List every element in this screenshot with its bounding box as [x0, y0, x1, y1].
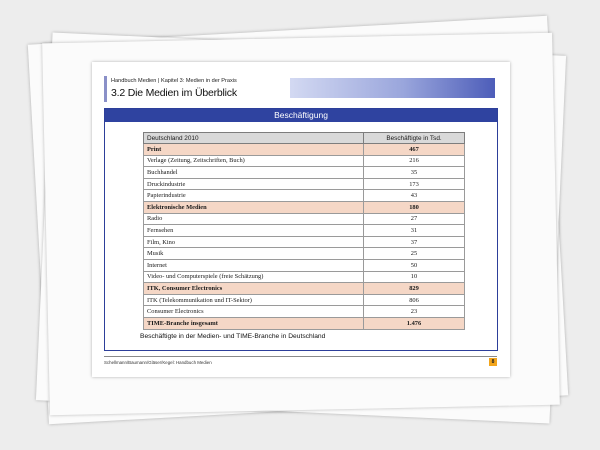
row-label: Papierindustrie: [144, 190, 364, 202]
row-label: Musik: [144, 248, 364, 260]
table-caption: Beschäftigte in der Medien- und TIME-Branche in Deutschland: [140, 333, 326, 340]
row-value: 1.476: [364, 317, 465, 329]
footer-citation: Schellmann/Baumann/Gläser/Kegel: Handbuch Medien: [104, 360, 212, 365]
table-row: [144, 178, 465, 190]
table-row: [144, 144, 465, 156]
page-number-badge: 8: [489, 358, 497, 366]
section-title: Beschäftigung: [105, 109, 497, 122]
row-value: 37: [364, 236, 465, 248]
row-label: ITK (Telekommunikation und IT-Sektor): [144, 294, 364, 306]
table-row: [144, 155, 465, 167]
table-row: [144, 213, 465, 225]
table-row: [144, 201, 465, 213]
slide-page[interactable]: [92, 62, 510, 377]
row-value: 829: [364, 283, 465, 295]
row-label: Internet: [144, 259, 364, 271]
row-value: 25: [364, 248, 465, 260]
table-row: [144, 306, 465, 318]
row-label: Print: [144, 144, 364, 156]
slide-footer: [104, 356, 497, 368]
row-value: 43: [364, 190, 465, 202]
row-label: Verlage (Zeitung, Zeitschriften, Buch): [144, 155, 364, 167]
section-frame: [104, 108, 498, 351]
row-label: Buchhandel: [144, 167, 364, 179]
table-row: [144, 225, 465, 237]
breadcrumb: Handbuch Medien | Kapitel 3: Medien in der Praxis: [111, 78, 237, 84]
employment-table: [143, 132, 465, 330]
row-label: Elektronische Medien: [144, 201, 364, 213]
row-value: 216: [364, 155, 465, 167]
row-label: Radio: [144, 213, 364, 225]
row-value: 31: [364, 225, 465, 237]
page-title: 3.2 Die Medien im Überblick: [111, 87, 237, 99]
slide-header: [104, 76, 497, 102]
row-label: Consumer Electronics: [144, 306, 364, 318]
table-row: [144, 317, 465, 329]
table-row: [144, 283, 465, 295]
row-label: Video- und Computerspiele (freie Schätzung): [144, 271, 364, 283]
table-row: [144, 167, 465, 179]
table-header-row: [144, 133, 465, 144]
table-row: [144, 271, 465, 283]
row-value: 50: [364, 259, 465, 271]
row-value: 10: [364, 271, 465, 283]
row-value: 806: [364, 294, 465, 306]
table-row: [144, 236, 465, 248]
table-row: [144, 248, 465, 260]
row-value: 23: [364, 306, 465, 318]
row-label: Film, Kino: [144, 236, 364, 248]
table-body: [144, 144, 465, 330]
row-label: Fernsehen: [144, 225, 364, 237]
employment-table-container: [143, 132, 464, 330]
row-value: 35: [364, 167, 465, 179]
header-accent-bar: [104, 76, 107, 102]
row-value: 467: [364, 144, 465, 156]
table-row: [144, 190, 465, 202]
row-label: ITK, Consumer Electronics: [144, 283, 364, 295]
table-row: [144, 259, 465, 271]
row-label: Druckindustrie: [144, 178, 364, 190]
column-header-region: Deutschland 2010: [144, 133, 364, 144]
row-value: 173: [364, 178, 465, 190]
column-header-employees: Beschäftigte in Tsd.: [364, 133, 465, 144]
row-value: 27: [364, 213, 465, 225]
table-row: [144, 294, 465, 306]
header-gradient-banner: [290, 78, 495, 98]
row-label: TIME-Branche insgesamt: [144, 317, 364, 329]
row-value: 180: [364, 201, 465, 213]
